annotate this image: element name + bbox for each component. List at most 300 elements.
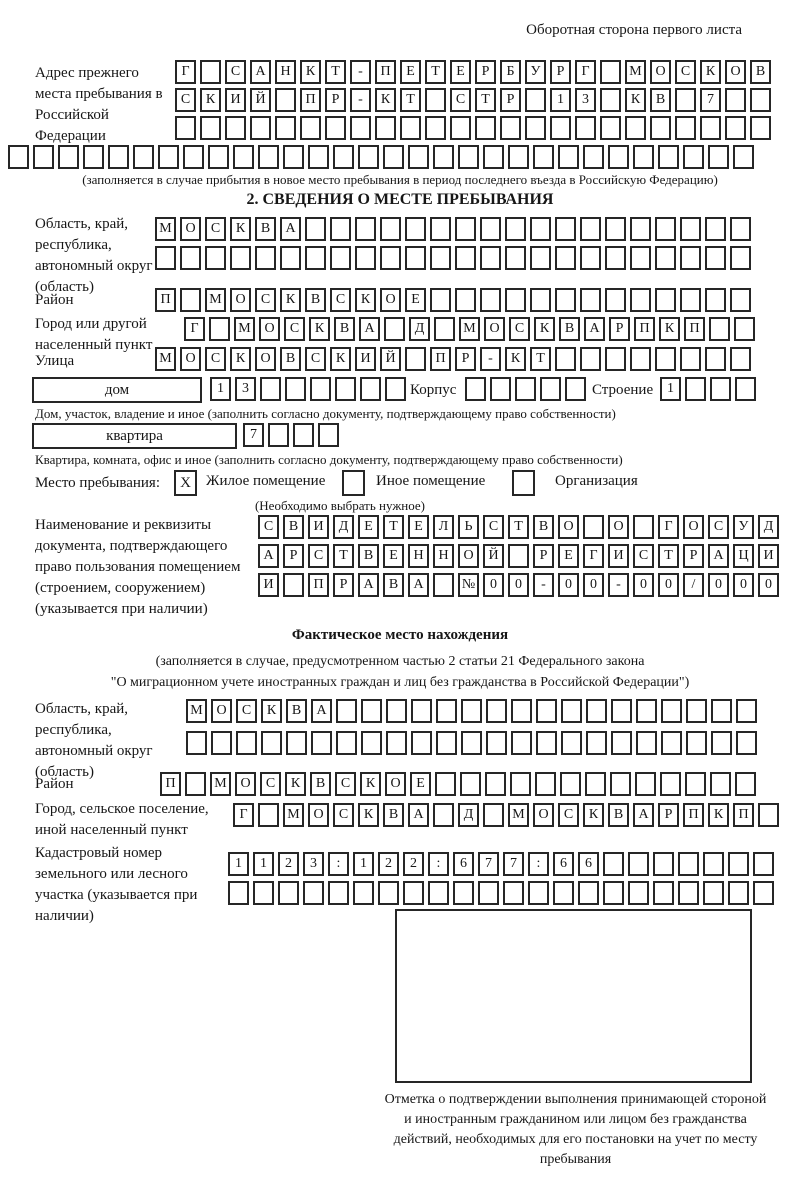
apartment-note: Квартира, комната, офис и иное (заполнить согласно документу, подтверждающему право собственности) (35, 452, 623, 467)
char-box: В (559, 317, 580, 341)
char-box (728, 852, 749, 876)
char-box: А (584, 317, 605, 341)
apartment-number-row (243, 423, 339, 447)
char-box: С (450, 88, 471, 112)
char-box (605, 347, 626, 371)
char-box (580, 347, 601, 371)
char-box: В (650, 88, 671, 112)
korpus-row (465, 377, 586, 401)
char-box (685, 772, 706, 796)
char-box (734, 317, 755, 341)
char-box (378, 881, 399, 905)
char-box (600, 116, 621, 140)
house-type-box: дом (32, 377, 202, 403)
char-box: А (408, 803, 429, 827)
char-box: К (659, 317, 680, 341)
char-box (533, 145, 554, 169)
char-box (350, 116, 371, 140)
char-box (433, 145, 454, 169)
char-box (655, 288, 676, 312)
char-box: 7 (243, 423, 264, 447)
char-box (305, 217, 326, 241)
char-box: Й (380, 347, 401, 371)
char-box (475, 116, 496, 140)
char-box (580, 246, 601, 270)
char-box: Д (758, 515, 779, 539)
char-box (525, 88, 546, 112)
char-box (605, 246, 626, 270)
char-box: Е (400, 60, 421, 84)
prev-address-row-1 (175, 60, 771, 84)
char-box (661, 699, 682, 723)
checkbox-residential: X (174, 470, 197, 496)
char-box (325, 116, 346, 140)
char-box (705, 246, 726, 270)
char-box (585, 772, 606, 796)
char-box: 2 (403, 852, 424, 876)
char-box: Е (358, 515, 379, 539)
char-box: 7 (700, 88, 721, 112)
char-box: Т (325, 60, 346, 84)
char-box: А (358, 573, 379, 597)
char-box (685, 377, 706, 401)
char-box: 3 (575, 88, 596, 112)
char-box: Т (658, 544, 679, 568)
char-box: Р (533, 544, 554, 568)
char-box: - (350, 88, 371, 112)
char-box: М (625, 60, 646, 84)
house-note: Дом, участок, владение и иное (заполнить согласно документу, подтверждающему право собственности) (35, 406, 616, 421)
char-box (603, 852, 624, 876)
char-box: Ц (733, 544, 754, 568)
char-box: : (528, 852, 549, 876)
actual-location-title: Фактическое место нахождения (291, 627, 509, 643)
char-box: К (700, 60, 721, 84)
char-box: В (608, 803, 629, 827)
char-box (635, 772, 656, 796)
char-box: В (383, 573, 404, 597)
char-box (505, 288, 526, 312)
char-box (636, 731, 657, 755)
char-box: Г (658, 515, 679, 539)
char-box (300, 116, 321, 140)
char-box: С (333, 803, 354, 827)
char-box: К (300, 60, 321, 84)
char-box (580, 217, 601, 241)
char-box (560, 772, 581, 796)
char-box (230, 246, 251, 270)
char-box: В (283, 515, 304, 539)
option-residential-label: Жилое помещение (206, 473, 326, 489)
char-box (630, 288, 651, 312)
char-box: Т (400, 88, 421, 112)
char-box (661, 731, 682, 755)
char-box (258, 803, 279, 827)
char-box: О (230, 288, 251, 312)
char-box (283, 573, 304, 597)
char-box: Т (333, 544, 354, 568)
char-box (336, 731, 357, 755)
char-box (133, 145, 154, 169)
char-box: О (385, 772, 406, 796)
char-box (583, 145, 604, 169)
char-box (500, 116, 521, 140)
char-box: В (255, 217, 276, 241)
char-box: Е (405, 288, 426, 312)
char-box (736, 699, 757, 723)
char-box (511, 699, 532, 723)
char-box (33, 145, 54, 169)
char-box (686, 699, 707, 723)
doc-row-3 (258, 573, 779, 597)
char-box: 6 (578, 852, 599, 876)
actual-location-note-2: "О миграционном учете иностранных граждан и лиц без гражданства в Российской Федерации") (110, 675, 690, 690)
char-box: 0 (633, 573, 654, 597)
char-box (278, 881, 299, 905)
char-box: О (255, 347, 276, 371)
char-box (658, 145, 679, 169)
char-box: Р (550, 60, 571, 84)
char-box (708, 145, 729, 169)
char-box (405, 246, 426, 270)
char-box: Б (500, 60, 521, 84)
char-box: О (558, 515, 579, 539)
stroenie-row (660, 377, 756, 401)
char-box: М (155, 347, 176, 371)
street-label: Улица (35, 353, 75, 369)
char-box (333, 145, 354, 169)
char-box (310, 377, 331, 401)
char-box (680, 246, 701, 270)
char-box (405, 217, 426, 241)
char-box (536, 731, 557, 755)
char-box (400, 116, 421, 140)
char-box (455, 288, 476, 312)
char-box: С (483, 515, 504, 539)
char-box (508, 145, 529, 169)
char-box: Р (325, 88, 346, 112)
doc-label: Наименование и реквизиты документа, подтверждающего право пользования помещением (строением, сооружением) (указывается при наличии) (35, 517, 241, 617)
char-box (503, 881, 524, 905)
char-box (611, 699, 632, 723)
char-box (709, 317, 730, 341)
char-box (358, 145, 379, 169)
char-box (655, 217, 676, 241)
char-box (211, 731, 232, 755)
char-box: П (684, 317, 705, 341)
char-box (728, 881, 749, 905)
char-box (209, 317, 230, 341)
char-box (580, 288, 601, 312)
doc-row-1 (258, 515, 779, 539)
char-box: 3 (303, 852, 324, 876)
char-box: Д (409, 317, 430, 341)
char-box: В (750, 60, 771, 84)
char-box (725, 116, 746, 140)
char-box: С (558, 803, 579, 827)
char-box: О (650, 60, 671, 84)
char-box: О (725, 60, 746, 84)
char-box (328, 881, 349, 905)
char-box: П (155, 288, 176, 312)
char-box (186, 731, 207, 755)
char-box: О (380, 288, 401, 312)
char-box (633, 145, 654, 169)
char-box: М (155, 217, 176, 241)
char-box (108, 145, 129, 169)
char-box (710, 772, 731, 796)
char-box (360, 377, 381, 401)
char-box: С (330, 288, 351, 312)
char-box (405, 347, 426, 371)
char-box (536, 699, 557, 723)
char-box: О (683, 515, 704, 539)
char-box (436, 731, 457, 755)
char-box (630, 246, 651, 270)
char-box: С (708, 515, 729, 539)
char-box: 6 (453, 852, 474, 876)
char-box: В (533, 515, 554, 539)
char-box: К (330, 347, 351, 371)
char-box: Р (455, 347, 476, 371)
char-box (155, 246, 176, 270)
char-box: : (328, 852, 349, 876)
city-label: Город или другой населенный пункт (35, 316, 153, 353)
char-box (250, 116, 271, 140)
char-box (330, 246, 351, 270)
char-box (433, 573, 454, 597)
prev-address-row-3 (175, 116, 771, 140)
al-region-label: Область, край, республика, автономный округ (область) (35, 701, 153, 780)
char-box: 0 (658, 573, 679, 597)
char-box: К (375, 88, 396, 112)
char-box (735, 377, 756, 401)
char-box (83, 145, 104, 169)
char-box (655, 347, 676, 371)
char-box: К (285, 772, 306, 796)
al-region-row-1 (186, 699, 757, 723)
al-region-row-2 (186, 731, 757, 755)
char-box (180, 288, 201, 312)
char-box (703, 852, 724, 876)
char-box (540, 377, 561, 401)
char-box (725, 88, 746, 112)
char-box: Н (433, 544, 454, 568)
char-box (453, 881, 474, 905)
char-box (233, 145, 254, 169)
char-box (750, 88, 771, 112)
char-box (255, 246, 276, 270)
char-box (511, 731, 532, 755)
char-box: М (459, 317, 480, 341)
char-box: Й (250, 88, 271, 112)
char-box (700, 116, 721, 140)
char-box (703, 881, 724, 905)
char-box: Р (283, 544, 304, 568)
char-box: О (308, 803, 329, 827)
cadastral-row-1 (228, 852, 774, 876)
confirmation-note: Отметка о подтверждении выполнения принимающей стороной и иностранным гражданином или лицом без гражданства действий, необходимых для его постановки на учет по месту пребывания (384, 1092, 767, 1167)
char-box: К (261, 699, 282, 723)
char-box (486, 731, 507, 755)
char-box (436, 699, 457, 723)
char-box: Е (410, 772, 431, 796)
char-box (660, 772, 681, 796)
char-box: М (283, 803, 304, 827)
char-box (680, 217, 701, 241)
char-box (605, 288, 626, 312)
char-box (305, 246, 326, 270)
city-row (184, 317, 755, 341)
char-box (610, 772, 631, 796)
char-box: М (186, 699, 207, 723)
char-box: А (708, 544, 729, 568)
char-box (355, 246, 376, 270)
char-box (225, 116, 246, 140)
char-box: С (675, 60, 696, 84)
char-box (158, 145, 179, 169)
char-box (480, 288, 501, 312)
char-box: М (234, 317, 255, 341)
char-box: 2 (278, 852, 299, 876)
char-box (380, 246, 401, 270)
char-box: И (225, 88, 246, 112)
char-box: С (236, 699, 257, 723)
char-box (675, 88, 696, 112)
char-box (430, 288, 451, 312)
char-box (461, 731, 482, 755)
char-box: В (305, 288, 326, 312)
char-box: П (308, 573, 329, 597)
stay-type-note: (Необходимо выбрать нужное) (254, 498, 426, 513)
char-box (686, 731, 707, 755)
char-box: П (430, 347, 451, 371)
char-box (205, 246, 226, 270)
actual-location-note-1: (заполняется в случае, предусмотренном частью 2 статьи 21 Федерального закона (155, 654, 645, 669)
char-box: С (509, 317, 530, 341)
char-box (505, 217, 526, 241)
char-box (555, 288, 576, 312)
char-box (558, 145, 579, 169)
char-box (461, 699, 482, 723)
char-box: Т (383, 515, 404, 539)
checkbox-organization (512, 470, 535, 496)
char-box: К (360, 772, 381, 796)
char-box: С (260, 772, 281, 796)
char-box (361, 731, 382, 755)
district-label: Район (35, 292, 74, 308)
char-box: В (286, 699, 307, 723)
char-box: К (583, 803, 604, 827)
char-box (490, 377, 511, 401)
char-box: С (633, 544, 654, 568)
char-box: П (683, 803, 704, 827)
prev-address-row-4 (8, 145, 754, 169)
char-box (185, 772, 206, 796)
char-box (403, 881, 424, 905)
char-box: 1 (550, 88, 571, 112)
char-box: Е (558, 544, 579, 568)
char-box: Р (658, 803, 679, 827)
char-box: В (280, 347, 301, 371)
char-box (380, 217, 401, 241)
char-box: К (230, 347, 251, 371)
char-box: Д (458, 803, 479, 827)
apartment-type-box: квартира (32, 423, 237, 449)
char-box: 1 (210, 377, 231, 401)
char-box: 0 (508, 573, 529, 597)
char-box: Д (333, 515, 354, 539)
char-box: У (525, 60, 546, 84)
char-box: Г (175, 60, 196, 84)
char-box: П (634, 317, 655, 341)
char-box: А (311, 699, 332, 723)
char-box (335, 377, 356, 401)
char-box (208, 145, 229, 169)
char-box: Е (383, 544, 404, 568)
char-box: 1 (228, 852, 249, 876)
char-box (555, 347, 576, 371)
al-district-label: Район (35, 776, 74, 792)
char-box (586, 699, 607, 723)
char-box (428, 881, 449, 905)
char-box: Г (583, 544, 604, 568)
char-box (478, 881, 499, 905)
char-box: 0 (583, 573, 604, 597)
char-box (680, 347, 701, 371)
char-box (711, 731, 732, 755)
char-box: И (608, 544, 629, 568)
char-box (630, 217, 651, 241)
char-box (653, 852, 674, 876)
char-box (336, 699, 357, 723)
char-box (275, 116, 296, 140)
char-box (455, 217, 476, 241)
char-box (460, 772, 481, 796)
char-box (561, 731, 582, 755)
char-box: К (505, 347, 526, 371)
char-box (228, 881, 249, 905)
char-box: 7 (503, 852, 524, 876)
char-box: В (358, 544, 379, 568)
char-box (535, 772, 556, 796)
char-box: С (305, 347, 326, 371)
char-box: Г (233, 803, 254, 827)
char-box: 0 (758, 573, 779, 597)
char-box: К (355, 288, 376, 312)
char-box: 0 (483, 573, 504, 597)
char-box (750, 116, 771, 140)
char-box: Л (433, 515, 454, 539)
char-box: Ь (458, 515, 479, 539)
char-box: 0 (558, 573, 579, 597)
char-box: 1 (660, 377, 681, 401)
char-box (515, 377, 536, 401)
char-box: А (408, 573, 429, 597)
char-box: С (335, 772, 356, 796)
char-box (434, 317, 455, 341)
prev-address-label: Адрес прежнего места пребывания в Российской Федерации (35, 65, 163, 144)
char-box: - (350, 60, 371, 84)
char-box (465, 377, 486, 401)
char-box (361, 699, 382, 723)
char-box: С (175, 88, 196, 112)
char-box (753, 881, 774, 905)
char-box (275, 88, 296, 112)
char-box: Й (483, 544, 504, 568)
region-label: Область, край, республика, автономный округ (область) (35, 216, 153, 295)
char-box: - (480, 347, 501, 371)
